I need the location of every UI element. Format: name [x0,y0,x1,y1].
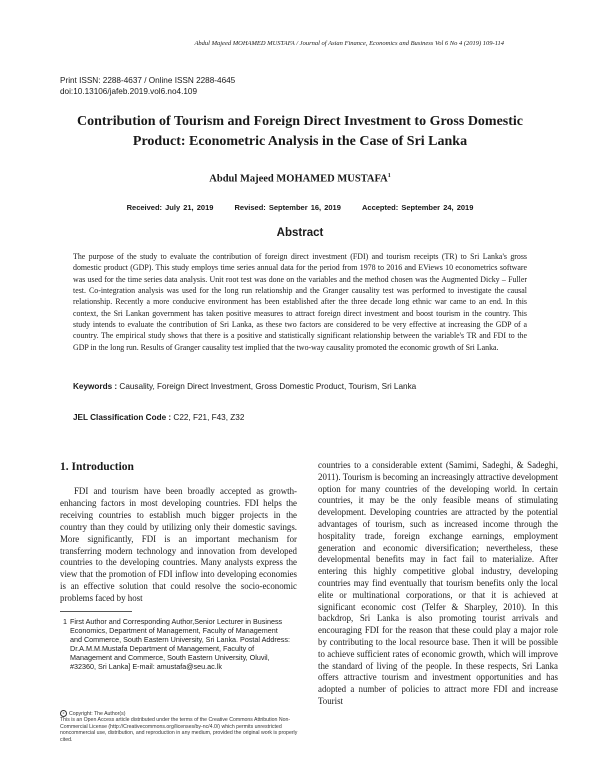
received-date: Received: July 21, 2019 [126,203,214,212]
license-text: This is an Open Access article distributed under the terms of the Creative Commons Attribution Non-Commercial License (http://Creativecommons.org/licenses/by-nc/4.0/) which permits unrestricted noncommercial use, distribution, and reproduction in any medium, provided the original work is properly cited. [60,717,298,743]
jel-label: JEL Classification Code : [73,413,172,422]
jel-line [73,413,527,422]
accepted-date: Accepted: September 24, 2019 [362,203,474,212]
jel-value: C22, F21, F43, Z32 [171,413,245,422]
introduction-heading: 1. Introduction [60,461,134,473]
author-line [60,173,540,185]
issn-block [60,76,235,97]
running-head: Abdul Majeed MOHAMED MUSTAFA / Journal of Asian Finance, Economics and Business Vol 6 No 4 (2019) 109-114 [194,40,504,47]
copyright-line: Copyright: The Author(s) [69,710,126,717]
abstract-text: The purpose of the study to evaluate the contribution of foreign direct investment (FDI) and tourism receipts (TR) to Sri Lanka's gross domestic product (GDP). This study employs time series annual data for the period from 1978 to 2016 and EViews 10 econometrics software was used for the time series data analysis. Unit root test was done on the variables and the method chosen was the Augmented Dicky – Fuller test. Co-integration analysis was used for the long run relationship and the Granger causality test was performed to investigate the causal relationship. Recently a more conducive environment has been established after the three decade long ethnic war came to an end. In this context, the Sri Lankan government has taken positive measures to attract foreign direct investment and boost tourism in the country. This study intends to evaluate the contribution of Sri Lanka, as these two factors are considered to be very effective at increasing the GDP of a country. The empirical study shows that there is a positive and statistically significant relationship between the variable's TR and FDI to the GDP in the long run. Results of Granger causality test implied that the two-way causality promoted the economic growth of Sri Lanka. [73,252,527,352]
doi-line: doi:10.13106/jafeb.2019.vol6.no4.109 [60,86,198,96]
author-name: Abdul Majeed MOHAMED MUSTAFA [209,173,388,185]
copyright-block [60,710,300,743]
keywords-value: Causality, Foreign Direct Investment, Gross Domestic Product, Tourism, Sri Lanka [117,382,417,391]
issn-line: Print ISSN: 2288-4637 / Online ISSN 2288-4645 [60,76,236,85]
dates-line [60,203,540,212]
left-column [60,460,297,605]
keywords-line [73,382,527,391]
paper-title: Contribution of Tourism and Foreign Direct Investment to Gross Domestic Product: Econometric Analysis in the Case of Sri Lanka [76,114,524,149]
keywords-label: Keywords : [73,382,118,391]
author-footnote [60,617,290,672]
right-column [318,460,558,708]
introduction-left-paragraph: FDI and tourism have been broadly accepted as growth-enhancing factors in most developing countries. FDI helps the receiving countries to establish much bigger projects in the country than they could by utilizing only their domestic savings. More significantly, FDI is an important mechanism for transferring modern technology and innovation from developed countries to the developing countries. Many analysts express the view that the promotion of FDI inflow into developing economies is an effective solution that could resolve the socio-economic problems faced by host [60,486,297,604]
footnote-text: First Author and Corresponding Author,Senior Lecturer in Business Economics, Department of Management, Faculty of Management and Commerce, South Eastern University, Sri Lanka. Postal Address: Dr.A.M.M.Mustafa Department of Management, Faculty of Management and Commerce, South Eastern University, Oluvil, #32360, Sri Lanka] E-mail: amustafa@seu.ac.lk [70,617,290,672]
introduction-right-paragraph: countries to a considerable extent (Samimi, Sadeghi, & Sadeghi, 2011). Tourism is becoming an increasingly attractive development option for many countries of the developing world. In certain countries, it may be the only feasible means of stimulating development. Developing countries are attracted by the potential advantages of tourism, such as increased income through the hospitality trade, foreign exchange earnings, employment generation and economic diversification; nevertheless, these developmental benefits may in fact fail to materialize. After entering this highly competitive global industry, developing countries may find eventually that tourism benefits only the local elite or multinational corporations, or that it is achieved at significant economic cost (Telfer & Sharpley, 2010). In this backdrop, Sri Lanka is also promoting tourist arrivals and encouraging FDI for the reason that these could play a major role by contributing to the local resource base. Then it will be possible to achieve sufficient rates of economic growth, which will improve the standard of living of the people. In these respects, Sri Lanka offers attractive tourism and investment opportunities and has adopted a number of policies to attract more FDI and increase Tourist [318,460,558,706]
abstract-heading: Abstract [276,227,324,239]
footnote-divider [60,611,132,612]
revised-date: Revised: September 16, 2019 [234,203,341,212]
copyright-icon: c [60,710,67,717]
author-affiliation-mark: 1 [387,173,391,179]
footnote-number: 1 [63,617,67,626]
